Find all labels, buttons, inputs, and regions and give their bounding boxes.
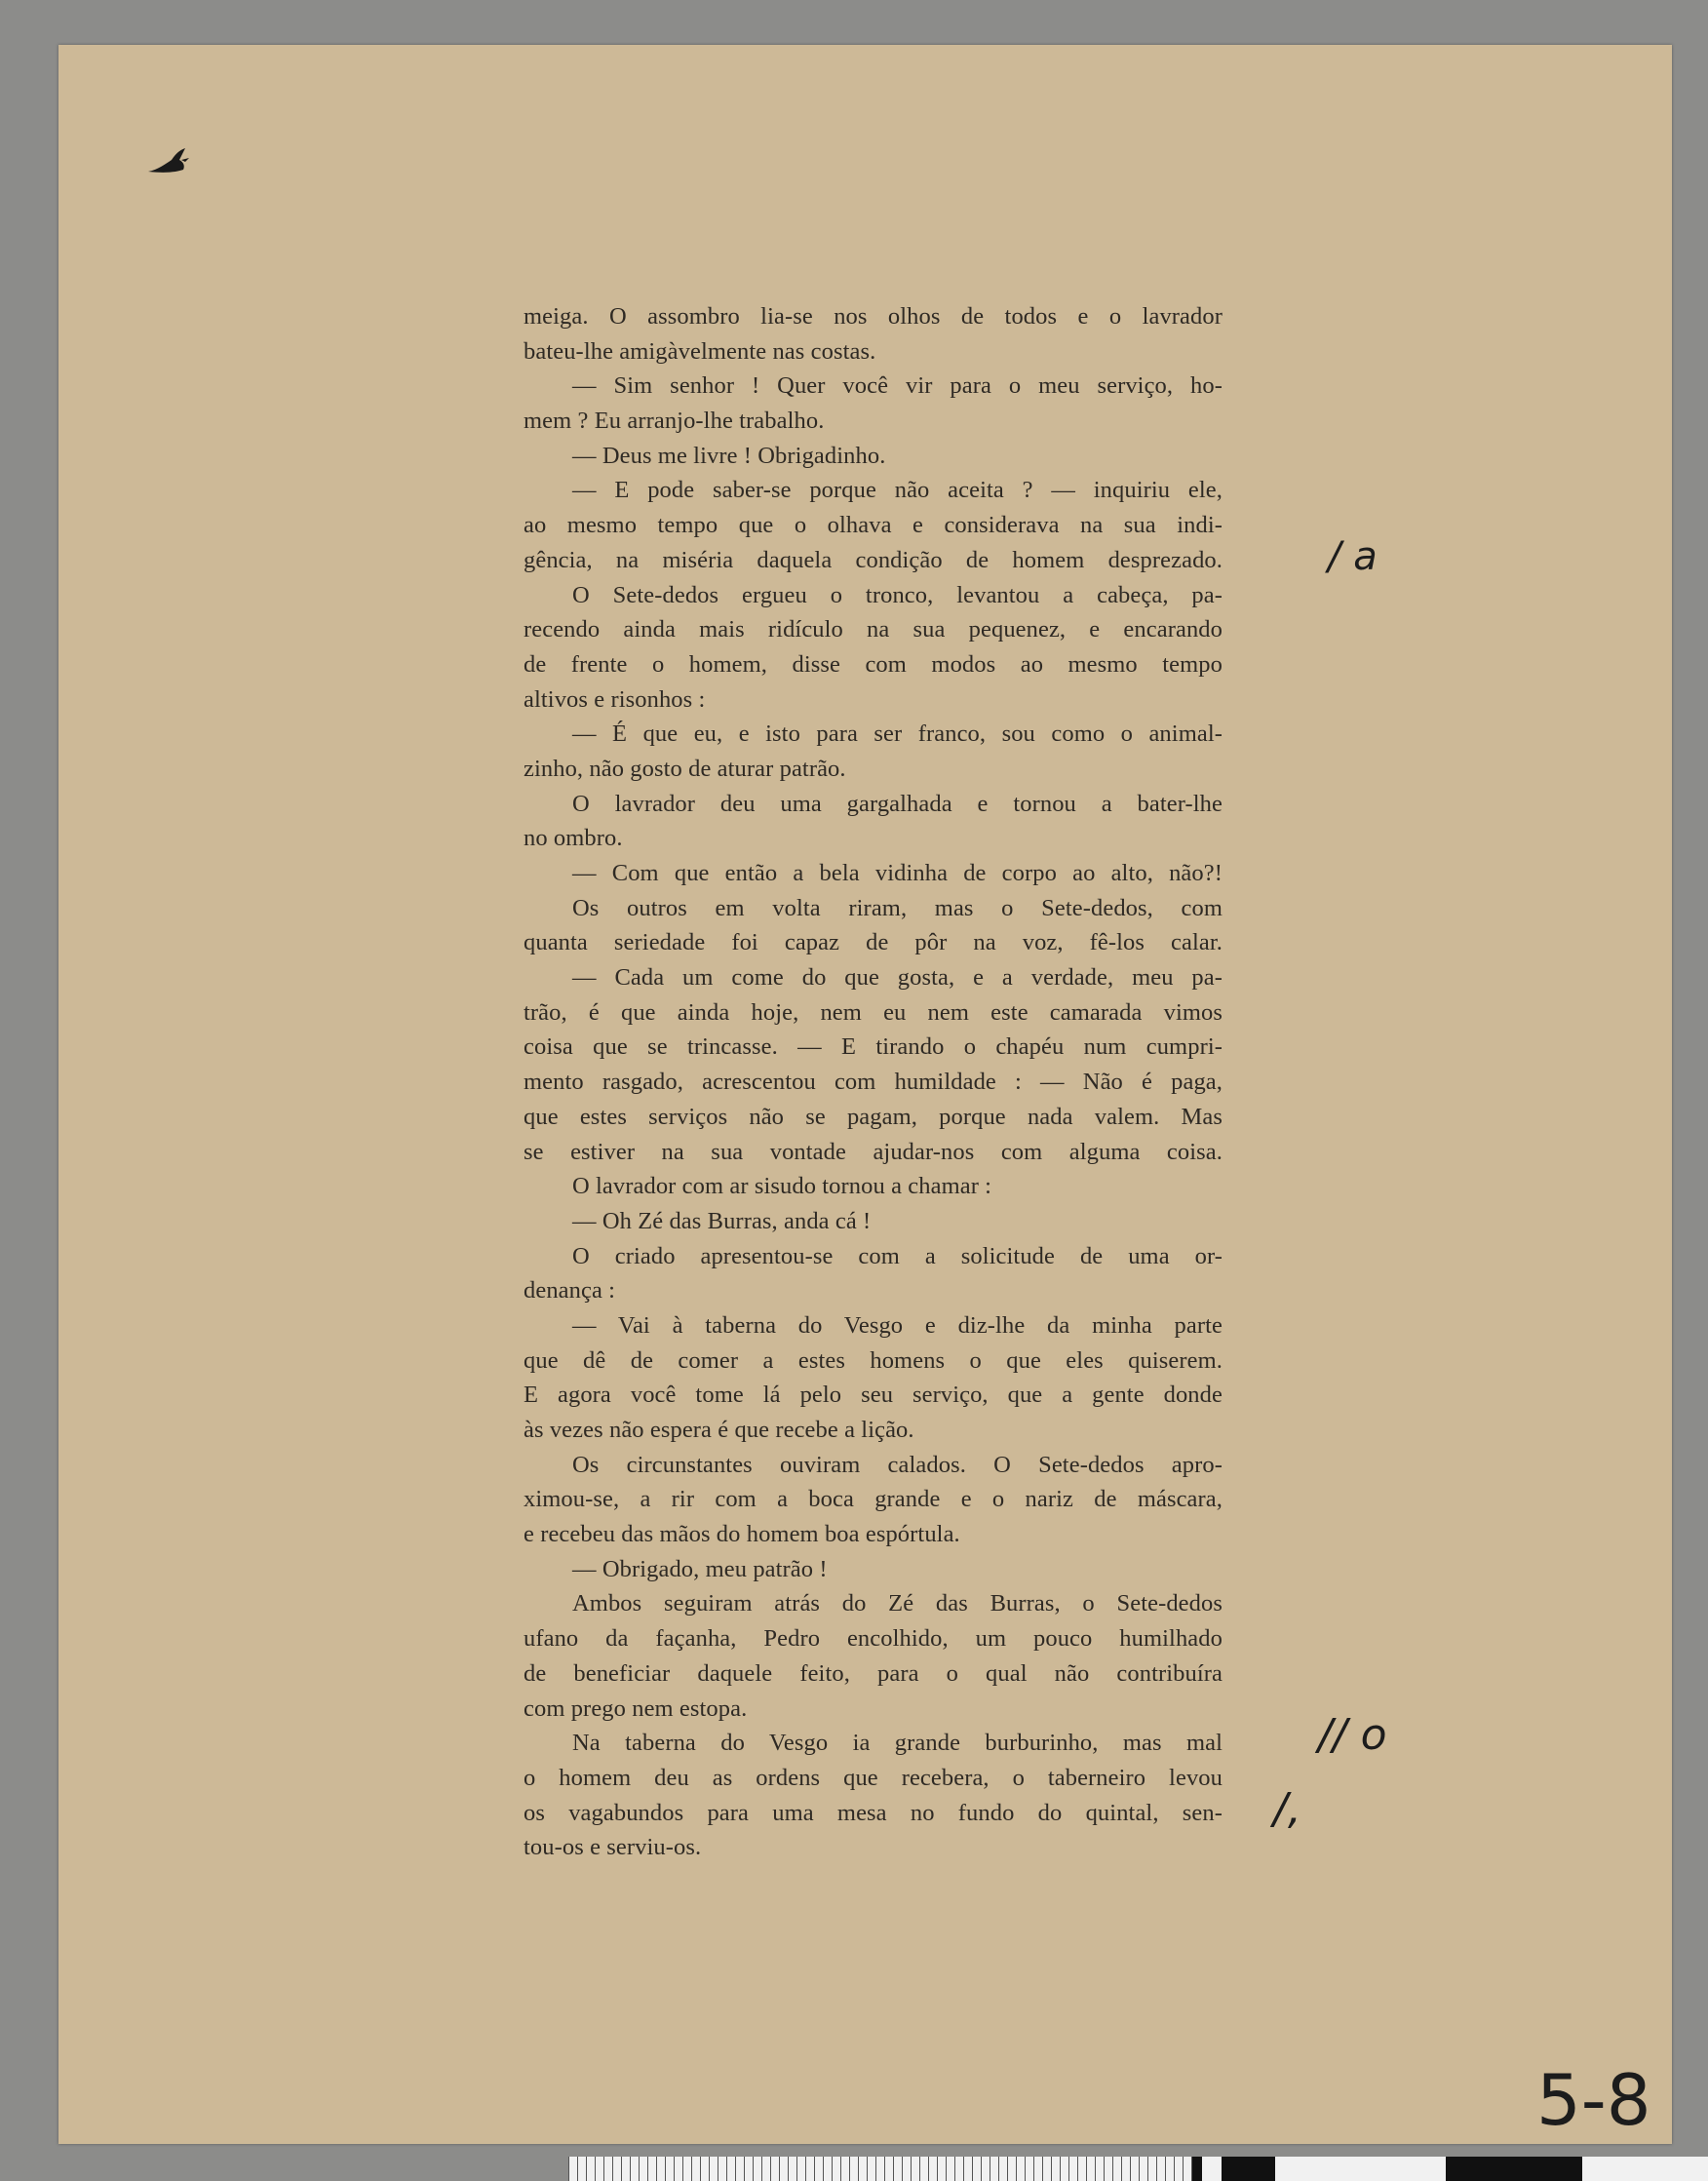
text-line: — E pode saber-se porque não aceita ? — inquiriu ele,	[572, 477, 1223, 504]
text-line: de beneficiar daquele feito, para o qual não contribuíra	[524, 1659, 1223, 1687]
ruler-block	[1192, 2157, 1202, 2181]
text-line: recendo ainda mais ridículo na sua pequenez, e encarando	[524, 616, 1223, 643]
text-line: ximou-se, a rir com a boca grande e o nariz de máscara,	[524, 1486, 1223, 1513]
text-line: Ambos seguiram atrás do Zé das Burras, o Sete-dedos	[572, 1590, 1223, 1617]
text-line: Os outros em volta riram, mas o Sete-dedos, com	[572, 894, 1223, 921]
text-line: às vezes não espera é que recebe a lição.	[524, 1417, 914, 1443]
text-line: de frente o homem, disse com modos ao mesmo tempo	[524, 650, 1223, 678]
text-line: o homem deu as ordens que recebera, o taberneiro levou	[524, 1764, 1223, 1791]
margin-mark-1a: / a	[1328, 534, 1378, 579]
text-line: — Sim senhor ! Quer você vir para o meu serviço, ho-	[572, 372, 1223, 400]
text-line: — Vai à taberna do Vesgo e diz-lhe da minha parte	[572, 1311, 1223, 1339]
text-line: E agora você tome lá pelo seu serviço, que a gente donde	[524, 1382, 1223, 1409]
body-text	[524, 299, 1223, 1865]
text-line: tou-os e serviu-os.	[524, 1834, 702, 1861]
text-line: e recebeu das mãos do homem boa espórtula.	[524, 1521, 960, 1548]
text-line: que estes serviços não se pagam, porque nada valem. Mas	[524, 1103, 1223, 1130]
text-line: Na taberna do Vesgo ia grande burburinho, mas mal	[572, 1730, 1223, 1757]
handwritten-page-number: 5-8	[1536, 2059, 1651, 2141]
margin-mark-1comma: /,	[1273, 1784, 1301, 1834]
margin-mark-11o: // o	[1318, 1710, 1387, 1760]
text-line: — Cada um come do que gosta, e a verdade, meu pa-	[572, 964, 1223, 992]
text-line: ao mesmo tempo que o olhava e considerava na sua indi-	[524, 512, 1223, 539]
text-line: — Oh Zé das Burras, anda cá !	[572, 1207, 872, 1234]
text-line: com prego nem estopa.	[524, 1694, 748, 1722]
text-line: mem ? Eu arranjo-lhe trabalho.	[524, 408, 825, 435]
text-line: mento rasgado, acrescentou com humildade : — Não é paga,	[524, 1069, 1223, 1096]
ruler-block	[1222, 2157, 1275, 2181]
text-line: gência, na miséria daquela condição de homem desprezado.	[524, 546, 1223, 573]
text-line: coisa que se trincasse. — E tirando o chapéu num cumpri-	[524, 1033, 1223, 1061]
text-line: — É que eu, e isto para ser franco, sou como o animal-	[572, 721, 1223, 748]
ruler-ticks	[568, 2157, 1202, 2181]
text-line: ufano da façanha, Pedro encolhido, um pouco humilhado	[524, 1625, 1223, 1653]
text-line: zinho, não gosto de aturar patrão.	[524, 755, 846, 782]
text-line: — Obrigado, meu patrão !	[572, 1555, 828, 1582]
text-line: O criado apresentou-se com a solicitude de uma or-	[572, 1242, 1223, 1269]
text-line: trão, é que ainda hoje, nem eu nem este camarada vimos	[524, 998, 1223, 1026]
text-line: O lavrador com ar sisudo tornou a chamar :	[572, 1173, 992, 1200]
text-line: altivos e risonhos :	[524, 685, 706, 713]
text-line: denança :	[524, 1277, 616, 1305]
text-line: — Com que então a bela vidinha de corpo ao alto, não?!	[572, 860, 1223, 886]
text-line: Os circunstantes ouviram calados. O Sete-dedos apro-	[572, 1451, 1223, 1478]
text-line: meiga. O assombro lia-se nos olhos de todos e o lavrador	[524, 303, 1223, 330]
text-line: que dê de comer a estes homens o que eles quiserem.	[524, 1346, 1223, 1374]
text-line: no ombro.	[524, 825, 623, 852]
text-line: — Deus me livre ! Obrigadinho.	[572, 442, 886, 469]
text-line: quanta seriedade foi capaz de pôr na voz, fê-los calar.	[524, 929, 1223, 956]
bird-ink-mark-icon	[146, 144, 191, 177]
text-line: os vagabundos para uma mesa no fundo do quintal, sen-	[524, 1799, 1223, 1826]
text-line: O lavrador deu uma gargalhada e tornou a bater-lhe	[572, 790, 1223, 817]
text-line: se estiver na sua vontade ajudar-nos com alguma coisa.	[524, 1138, 1223, 1165]
text-line: O Sete-dedos ergueu o tronco, levantou a cabeça, pa-	[572, 581, 1223, 608]
text-line: bateu-lhe amigàvelmente nas costas.	[524, 337, 876, 365]
scale-ruler	[568, 2157, 1708, 2181]
ruler-block	[1446, 2157, 1582, 2181]
